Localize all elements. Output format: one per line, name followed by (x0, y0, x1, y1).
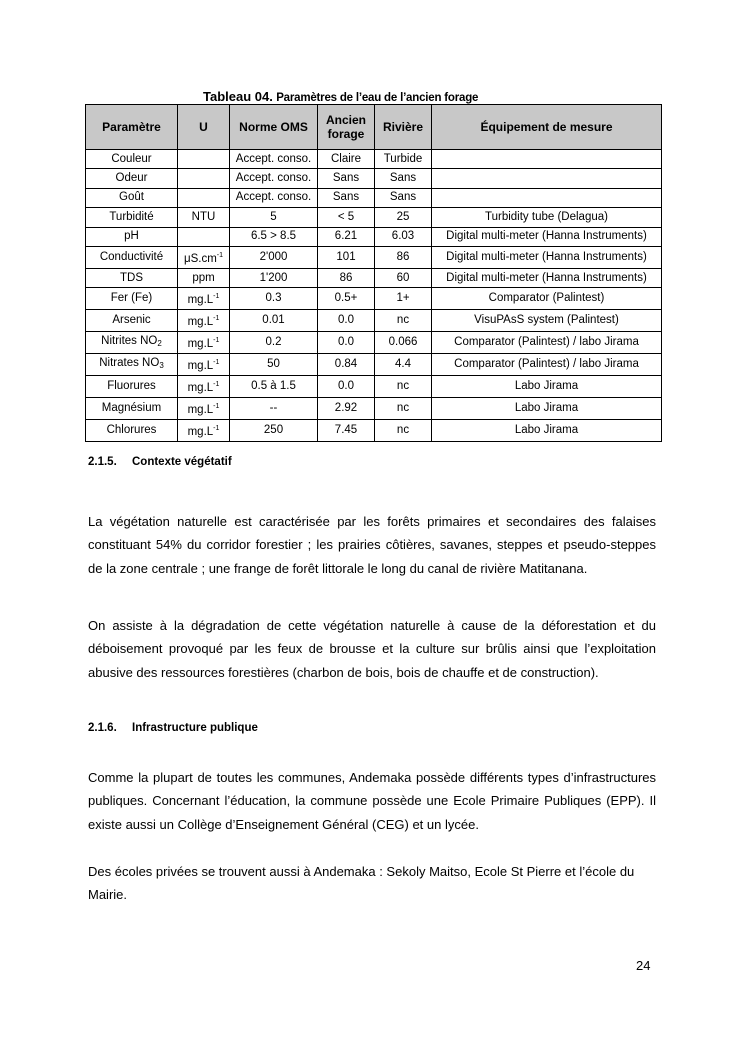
table-row (86, 268, 662, 287)
unit-label: mg.L (187, 426, 214, 439)
cell-ancien-forage: Sans (318, 188, 375, 207)
unit-exponent: -1 (213, 359, 220, 367)
cell-riviere: 86 (375, 246, 432, 268)
table-body (86, 150, 662, 442)
table-row (86, 376, 662, 398)
unit-label: mg.L (187, 382, 214, 395)
header-parametre: Paramètre (86, 105, 178, 150)
unit-exponent: -1 (213, 337, 220, 345)
parametre-label: Odeur (115, 172, 148, 185)
parametre-label: Arsenic (112, 314, 151, 327)
section-number: 2.1.5. (88, 456, 117, 468)
table-header-row (86, 105, 662, 150)
section-title: Infrastructure publique (132, 722, 258, 734)
section-title: Contexte végétatif (132, 456, 232, 468)
cell-unit (178, 354, 230, 376)
cell-norme-oms: Accept. conso. (230, 150, 318, 169)
table-row (86, 354, 662, 376)
cell-equipement: Turbidity tube (Delagua) (432, 208, 662, 227)
parametre-subscript: 3 (159, 361, 164, 371)
cell-parametre (86, 227, 178, 246)
header-unit: U (178, 105, 230, 150)
cell-unit (178, 169, 230, 188)
cell-riviere: nc (375, 310, 432, 332)
parametre-label: Chlorures (106, 424, 157, 437)
cell-riviere: 4.4 (375, 354, 432, 376)
cell-parametre (86, 169, 178, 188)
cell-norme-oms: 0.01 (230, 310, 318, 332)
cell-riviere: 1+ (375, 288, 432, 310)
cell-unit (178, 398, 230, 420)
cell-ancien-forage: < 5 (318, 208, 375, 227)
cell-riviere: 6.03 (375, 227, 432, 246)
cell-equipement (432, 150, 662, 169)
cell-unit (178, 246, 230, 268)
table-row (86, 188, 662, 207)
cell-unit (178, 420, 230, 442)
cell-norme-oms: 0.2 (230, 332, 318, 354)
cell-unit (178, 208, 230, 227)
unit-exponent: -1 (213, 293, 220, 301)
section-heading-infrastructure (88, 722, 258, 734)
cell-ancien-forage: 101 (318, 246, 375, 268)
header-riviere: Rivière (375, 105, 432, 150)
parametre-label: Nitrites NO (101, 335, 158, 348)
cell-ancien-forage: 2.92 (318, 398, 375, 420)
cell-riviere: nc (375, 376, 432, 398)
cell-norme-oms: 2'000 (230, 246, 318, 268)
parametre-label: Nitrates NO (99, 357, 160, 370)
table-caption (203, 89, 603, 104)
unit-label: mg.L (187, 338, 214, 351)
table-row (86, 246, 662, 268)
paragraph-infrastructure-1: Comme la plupart de toutes les communes, Andemaka possède différents types d’infrastructures publiques. Concernant l’éducation, la commune possède une Ecole Primaire Publiques (EPP). Il existe aussi un Collège d’Enseignement Général (CEG) et un lycée. (88, 770, 656, 832)
cell-equipement: VisuPAsS system (Palintest) (432, 310, 662, 332)
section-number: 2.1.6. (88, 722, 117, 734)
parametre-label: Couleur (111, 152, 152, 165)
cell-equipement: Comparator (Palintest) / labo Jirama (432, 332, 662, 354)
cell-unit (178, 376, 230, 398)
table-caption-label: Tableau 04. (203, 89, 273, 104)
cell-parametre (86, 188, 178, 207)
cell-riviere: Sans (375, 188, 432, 207)
table-row (86, 398, 662, 420)
parametre-subscript: 2 (157, 339, 162, 349)
cell-ancien-forage: 0.84 (318, 354, 375, 376)
table-row (86, 227, 662, 246)
cell-parametre (86, 150, 178, 169)
unit-exponent: -1 (216, 251, 224, 259)
cell-norme-oms: Accept. conso. (230, 188, 318, 207)
cell-riviere: Turbide (375, 150, 432, 169)
cell-parametre (86, 288, 178, 310)
cell-equipement (432, 188, 662, 207)
unit-label: mg.L (187, 294, 214, 307)
cell-equipement: Comparator (Palintest) (432, 288, 662, 310)
cell-riviere: nc (375, 398, 432, 420)
cell-equipement: Labo Jirama (432, 420, 662, 442)
cell-unit (178, 288, 230, 310)
cell-ancien-forage: Claire (318, 150, 375, 169)
header-ancien-forage (318, 105, 375, 150)
paragraph-vegetation-2: On assiste à la dégradation de cette végétation naturelle à cause de la déforestation et du déboisement provoqué par les feux de brousse et la culture sur brûlis ainsi que l’exploitation abusive des ressources forestières (charbon de bois, bois de chauffe et de construction). (88, 618, 656, 680)
cell-ancien-forage: 0.0 (318, 376, 375, 398)
cell-riviere: 60 (375, 268, 432, 287)
table-row (86, 208, 662, 227)
cell-parametre (86, 398, 178, 420)
parametre-label: Fer (Fe) (110, 292, 153, 305)
cell-norme-oms: 250 (230, 420, 318, 442)
parametre-label: Goût (119, 191, 144, 204)
cell-equipement: Digital multi-meter (Hanna Instruments) (432, 227, 662, 246)
cell-ancien-forage: 0.5+ (318, 288, 375, 310)
table-row (86, 420, 662, 442)
cell-norme-oms: 0.5 à 1.5 (230, 376, 318, 398)
cell-norme-oms: 50 (230, 354, 318, 376)
cell-norme-oms: 6.5 > 8.5 (230, 227, 318, 246)
cell-norme-oms: 5 (230, 208, 318, 227)
cell-riviere: 0.066 (375, 332, 432, 354)
unit-label: μS.cm (183, 252, 217, 265)
cell-unit (178, 150, 230, 169)
table-row (86, 150, 662, 169)
cell-equipement: Comparator (Palintest) / labo Jirama (432, 354, 662, 376)
cell-ancien-forage: 86 (318, 268, 375, 287)
cell-riviere: Sans (375, 169, 432, 188)
parametre-label: Fluorures (107, 380, 156, 393)
paragraph-vegetation-1: La végétation naturelle est caractérisée par les forêts primaires et secondaires des falaises constituant 54% du corridor forestier ; les prairies côtières, savanes, steppes et pseudo-steppes de la zone centrale ; une frange de forêt littorale le long du canal de rivière Matitanana. (88, 514, 656, 576)
header-ancien-forage-label: Ancien forage (325, 113, 366, 141)
cell-equipement: Digital multi-meter (Hanna Instruments) (432, 268, 662, 287)
unit-exponent: -1 (213, 403, 220, 411)
cell-ancien-forage: 0.0 (318, 332, 375, 354)
parametre-label: Turbidité (109, 210, 154, 223)
cell-parametre (86, 310, 178, 332)
cell-ancien-forage: Sans (318, 169, 375, 188)
cell-norme-oms: 1'200 (230, 268, 318, 287)
table-caption-text: Paramètres de l’eau de l’ancien forage (276, 92, 479, 104)
cell-equipement (432, 169, 662, 188)
cell-parametre (86, 376, 178, 398)
unit-label: NTU (191, 210, 216, 223)
unit-label: ppm (192, 271, 215, 284)
cell-ancien-forage: 7.45 (318, 420, 375, 442)
table-row (86, 288, 662, 310)
table-row (86, 310, 662, 332)
unit-exponent: -1 (213, 381, 220, 389)
cell-norme-oms: 0.3 (230, 288, 318, 310)
cell-parametre (86, 420, 178, 442)
cell-equipement: Labo Jirama (432, 398, 662, 420)
cell-riviere: nc (375, 420, 432, 442)
parametre-label: Magnésium (101, 402, 162, 415)
unit-label: mg.L (187, 404, 214, 417)
cell-ancien-forage: 0.0 (318, 310, 375, 332)
cell-parametre (86, 208, 178, 227)
table-row (86, 332, 662, 354)
unit-label: mg.L (187, 316, 214, 329)
unit-exponent: -1 (213, 425, 220, 433)
paragraph-infrastructure-2: Des écoles privées se trouvent aussi à Andemaka : Sekoly Maitso, Ecole St Pierre et l’école du Mairie. (88, 864, 635, 903)
cell-parametre (86, 332, 178, 354)
cell-riviere: 25 (375, 208, 432, 227)
cell-unit (178, 188, 230, 207)
section-heading-vegetatif (88, 456, 232, 468)
cell-equipement: Labo Jirama (432, 376, 662, 398)
parametre-label: Conductivité (99, 250, 164, 263)
cell-unit (178, 310, 230, 332)
cell-unit (178, 332, 230, 354)
cell-equipement: Digital multi-meter (Hanna Instruments) (432, 246, 662, 268)
parametre-label: pH (124, 230, 139, 243)
cell-ancien-forage: 6.21 (318, 227, 375, 246)
unit-exponent: -1 (213, 315, 220, 323)
cell-norme-oms: -- (230, 398, 318, 420)
unit-label: mg.L (187, 360, 214, 373)
cell-unit (178, 227, 230, 246)
water-parameters-table (85, 104, 662, 442)
cell-norme-oms: Accept. conso. (230, 169, 318, 188)
page-number: 24 (636, 958, 651, 973)
parametre-label: TDS (120, 271, 143, 284)
header-norme-oms: Norme OMS (230, 105, 318, 150)
cell-parametre (86, 354, 178, 376)
table-row (86, 169, 662, 188)
cell-unit (178, 268, 230, 287)
cell-parametre (86, 246, 178, 268)
header-equipement: Équipement de mesure (432, 105, 662, 150)
cell-parametre (86, 268, 178, 287)
